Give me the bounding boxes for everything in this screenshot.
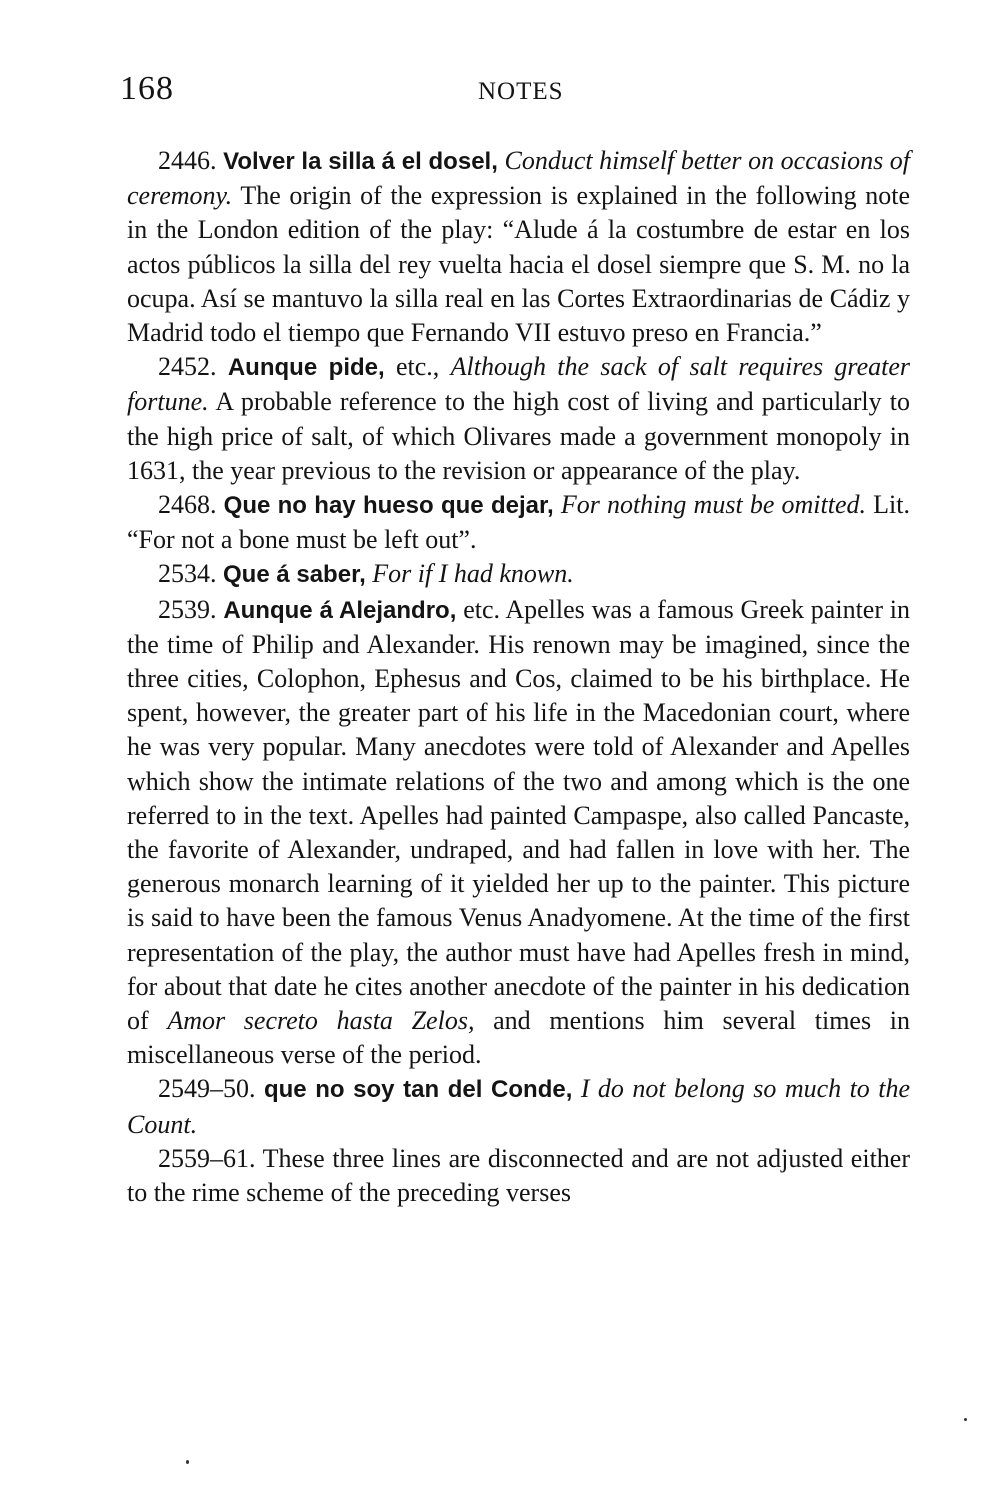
note-2452 bbox=[127, 350, 910, 488]
note-gloss: For if I had known. bbox=[372, 559, 574, 589]
note-ref: 2468. bbox=[158, 490, 217, 520]
note-text: These three lines are disconnected and are not adjusted either to the rime scheme of the preceding verses bbox=[127, 1143, 910, 1208]
note-2446 bbox=[127, 144, 910, 350]
note-ref: 2446. bbox=[158, 146, 217, 175]
note-lemma: Volver la silla á el dosel, bbox=[223, 148, 498, 175]
note-text-continued: and mentions him several times in miscellaneous verse of the period. bbox=[127, 1006, 910, 1070]
note-2549-50 bbox=[127, 1072, 910, 1141]
notes-body bbox=[127, 144, 910, 1210]
page-header bbox=[120, 70, 910, 114]
scan-speck bbox=[186, 1460, 189, 1464]
note-text: The origin of the expression is explained in the following note in the London edition of the play: “Alude á la costumbre de estar en los actos públicos la silla del rey vuelta hacia el dosel siempre que S. M. no la ocupa. Así se mantuvo la silla real en las Cortes Extraordinarias de Cádiz y Madrid todo el tiempo que Fernando VII estuvo preso en Francia.” bbox=[127, 181, 910, 348]
note-lemma: Aunque pide, bbox=[227, 354, 385, 382]
note-lemma: que no soy tan del Conde, bbox=[263, 1076, 573, 1104]
note-lemma: Que á saber, bbox=[223, 561, 366, 589]
scan-speck bbox=[964, 1418, 967, 1421]
note-work-title: Amor secreto hasta Zelos, bbox=[167, 1006, 475, 1036]
note-ref: 2452. bbox=[158, 352, 217, 382]
page-number: 168 bbox=[120, 70, 174, 107]
note-lemma: Aunque á Alejandro, bbox=[223, 596, 457, 624]
note-2539 bbox=[127, 593, 910, 1073]
note-ref: 2539. bbox=[158, 594, 217, 624]
note-text: etc. Apelles was a famous Greek painter in the time of Philip and Alexander. His renown may be imagined, since the three cities, Colophon, Ephesus and Cos, claimed to be his birthplace. He spent, however, the greater part of his life in the Macedonian court, where he was very popular. Many anecdotes were told of Alexander and Apelles which show the intimate relations of the two and among which is the one referred to in the text. Apelles had painted Campaspe, also called Pancaste, the favorite of Alexander, undraped, and had fallen in love with her. The generous monarch learning of it yielded her up to the painter. This picture is said to have been the famous Venus Anadyomene. At the time of the first representation of the play, the author must have had Apelles fresh in mind, for about that date he cites another anecdote of the painter in his dedication of bbox=[127, 594, 911, 1036]
note-text: Lit. “For not a bone must be left out”. bbox=[127, 490, 910, 555]
note-gloss: For nothing must be omitted. bbox=[560, 490, 867, 520]
note-gloss: Conduct himself better on occasions of ceremony. bbox=[127, 146, 911, 211]
note-text: A probable reference to the high cost of living and particularly to the high price of salt, of which Olivares made a government monopoly in 1631, the year previous to the revision or appearance of the play. bbox=[127, 387, 910, 485]
note-etc: etc., bbox=[384, 352, 451, 382]
note-lemma: Que no hay hueso que dejar, bbox=[223, 492, 554, 520]
note-ref: 2549–50. bbox=[158, 1074, 256, 1104]
note-ref: 2559–61. bbox=[158, 1143, 256, 1173]
running-head: NOTES bbox=[478, 78, 564, 105]
note-ref: 2534. bbox=[158, 559, 217, 589]
note-2468 bbox=[127, 488, 910, 557]
note-2534 bbox=[127, 557, 910, 592]
note-gloss: Although the sack of salt requires greater fortune. bbox=[127, 352, 911, 417]
note-gloss: I do not belong so much to the Count. bbox=[127, 1074, 911, 1139]
note-2559-61 bbox=[127, 1142, 910, 1210]
